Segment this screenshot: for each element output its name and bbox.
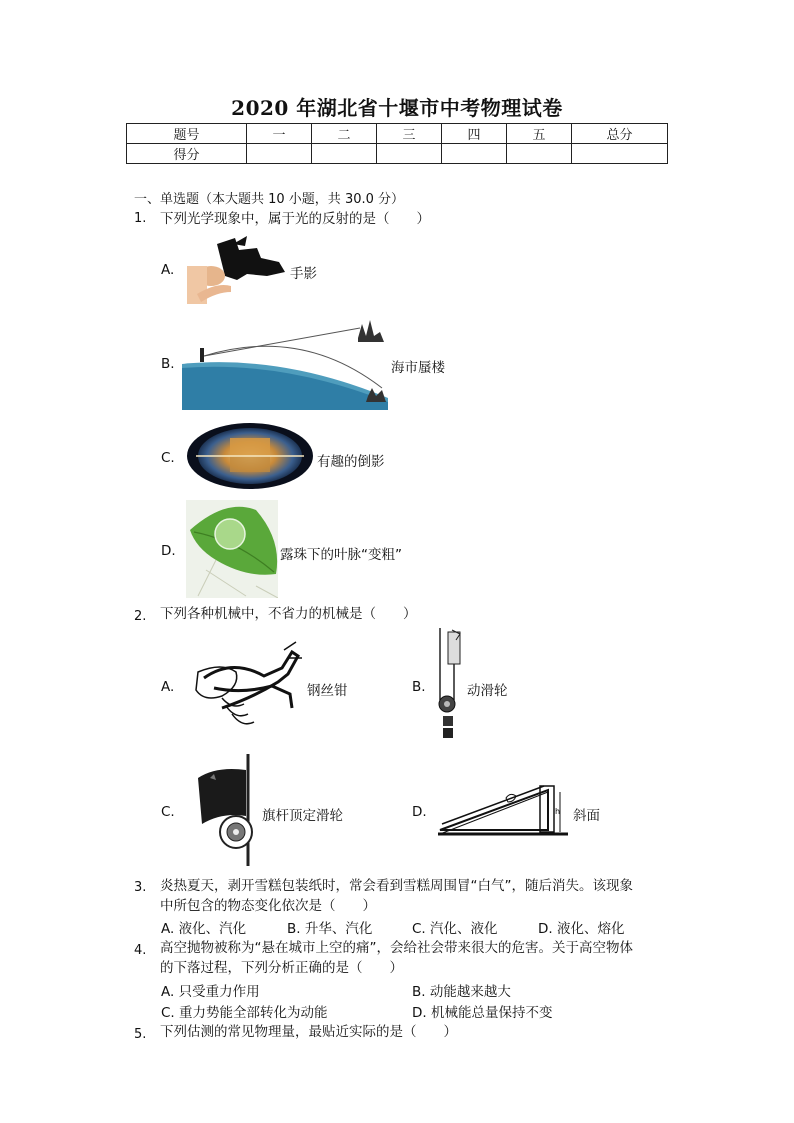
option-letter: A. [161,262,175,278]
section-heading: 一、单选题（本大题共 10 小题，共 30.0 分） [134,192,405,207]
question-stem: 下列各种机械中，不省力的机械是（ ） [160,606,417,622]
option-letter: D. [412,804,427,820]
option-letter: C. [161,804,175,820]
score-cell[interactable] [312,144,377,164]
incline-image [436,772,570,840]
question-stem: 下列估测的常见物理量，最贴近实际的是（ ） [160,1024,457,1040]
question-stem: 的下落过程，下列分析正确的是（ ） [160,960,403,976]
score-table-header-row [127,124,668,144]
pliers-image [192,638,304,730]
question-number: 2. [134,609,147,624]
score-header-cell: 五 [507,124,572,144]
option-text: D. 机械能总量保持不变 [412,1005,553,1021]
option-letter: B. [161,356,175,372]
option-text: B. 动能越来越大 [412,984,511,1000]
page-title: 2020 年湖北省十堰市中考物理试卷 [231,96,563,120]
score-header-cell: 四 [442,124,507,144]
score-cell[interactable] [377,144,442,164]
svg-text:h: h [555,807,561,816]
score-header-cell: 一 [247,124,312,144]
option-text: A. 只受重力作用 [161,984,260,1000]
option-caption: 动滑轮 [467,683,508,699]
option-caption: 手影 [290,266,317,282]
option-caption: 有趣的倒影 [317,454,385,470]
reflection-image [186,422,314,490]
mirage-image [182,318,388,410]
question-number: 3. [134,880,147,895]
hand-shadow-image [187,236,289,304]
score-table [126,123,668,164]
score-cell[interactable] [442,144,507,164]
flagpole-pulley-image [196,752,260,866]
question-stem: 高空抛物被称为“悬在城市上空的痛”，会给社会带来很大的危害。关于高空物体 [160,940,633,956]
option-letter: D. [161,543,176,559]
score-header-cell: 三 [377,124,442,144]
question-number: 1. [134,211,147,226]
score-row-label: 得分 [127,144,247,164]
dewdrop-leaf-image [186,500,278,598]
option-caption: 旗杆顶定滑轮 [262,808,343,824]
option-letter: C. [161,450,175,466]
score-cell[interactable] [507,144,572,164]
score-cell[interactable] [247,144,312,164]
option-text: D. 液化、熔化 [538,921,625,937]
score-table-score-row [127,144,668,164]
option-caption: 海市蜃楼 [391,360,445,376]
option-caption: 斜面 [573,808,600,824]
score-header-cell: 总分 [572,124,668,144]
score-header-cell: 二 [312,124,377,144]
score-cell[interactable] [572,144,668,164]
question-number: 4. [134,943,147,958]
score-header-cell: 题号 [127,124,247,144]
option-text: C. 重力势能全部转化为动能 [161,1005,328,1021]
option-letter: B. [412,679,426,695]
option-text: A. 液化、汽化 [161,921,247,937]
option-text: B. 升华、汽化 [287,921,373,937]
option-text: C. 汽化、液化 [412,921,498,937]
option-caption: 钢丝钳 [307,683,348,699]
question-stem: 下列光学现象中，属于光的反射的是（ ） [160,211,430,227]
option-letter: A. [161,679,175,695]
question-stem: 炎热夏天，剥开雪糕包装纸时，常会看到雪糕周围冒“白气”，随后消失。该现象 [160,878,633,894]
option-caption: 露珠下的叶脉“变粗” [280,547,402,563]
question-stem: 中所包含的物态变化依次是（ ） [160,898,376,914]
question-number: 5. [134,1027,147,1042]
movable-pulley-image [430,628,466,740]
